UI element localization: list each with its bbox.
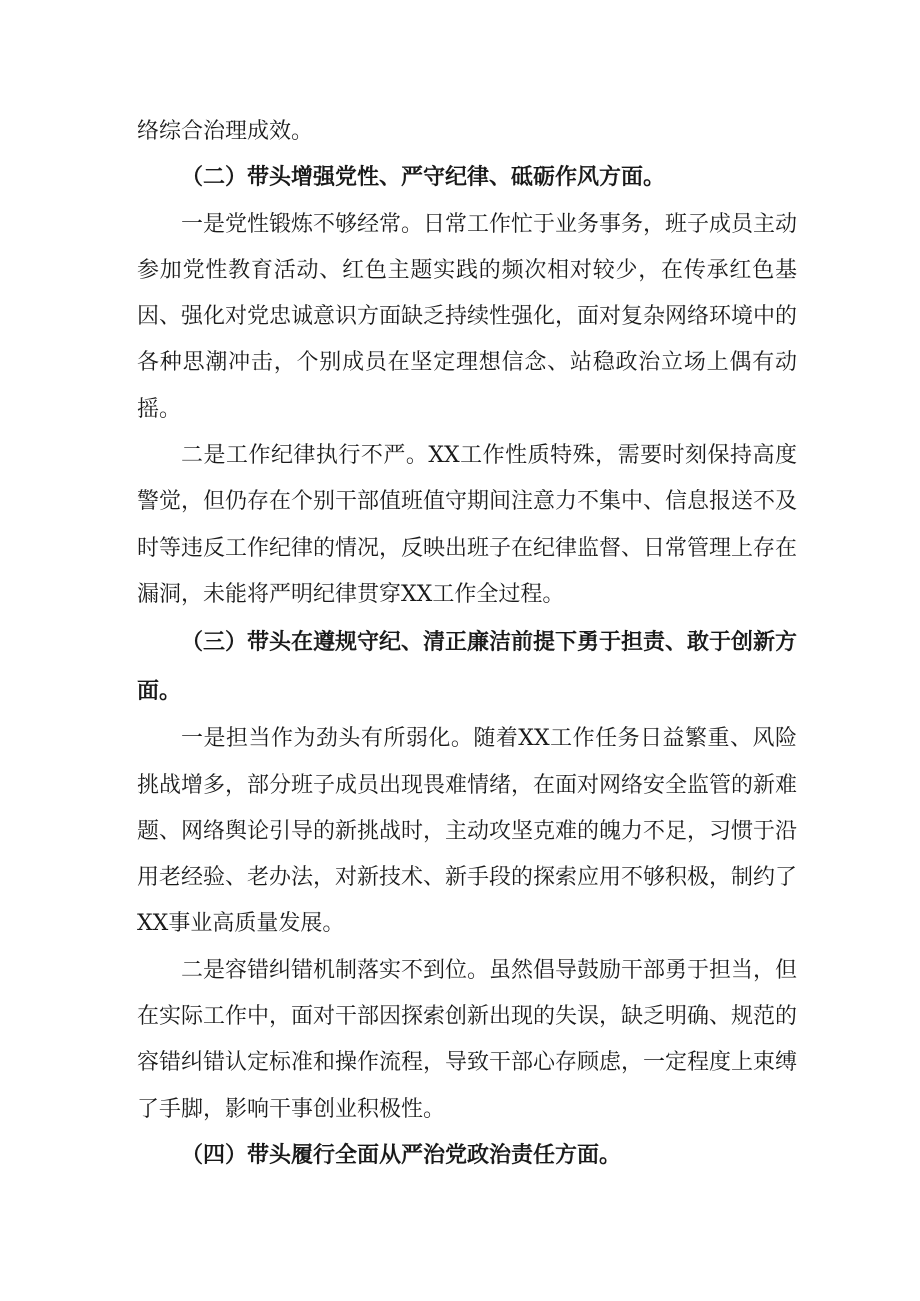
paragraph-continuation: 络综合治理成效。 <box>137 119 314 144</box>
section-heading-3: （三）带头在遵规守纪、清正廉洁前提下勇于担责、敢于创新方面。 <box>137 630 798 705</box>
section-heading-2: （二）带头增强党性、严守纪律、砥砺作风方面。 <box>181 165 666 191</box>
document-body <box>137 109 797 1179</box>
paragraph-error-tolerance: 二是容错纠错机制落实不到位。虽然倡导鼓励干部勇于担当，但在实际工作中，面对干部因探索创新出现的失误，缺乏明确、规范的容错纠错认定标准和操作流程，导致干部心存顾虑，一定程度上束缚了手脚，影响干事创业积极性。 <box>137 957 798 1122</box>
paragraph-party-spirit: 一是党性锻炼不够经常。日常工作忙于业务事务，班子成员主动参加党性教育活动、红色主题实践的频次相对较少，在传承红色基因、强化对党忠诚意识方面缺乏持续性强化，面对复杂网络环境中的各种思潮冲击，个别成员在坚定理想信念、站稳政治立场上偶有动摇。 <box>137 211 798 422</box>
section-heading-4: （四）带头履行全面从严治党政治责任方面。 <box>181 1142 622 1168</box>
paragraph-responsibility: 一是担当作为劲头有所弱化。随着XX工作任务日益繁重、风险挑战增多，部分班子成员出现畏难情绪，在面对网络安全监管的新难题、网络舆论引导的新挑战时，主动攻坚克难的魄力不足，习惯于沿用老经验、老办法，对新技术、新手段的探索应用不够积极，制约了XX事业高质量发展。 <box>137 726 798 937</box>
paragraph-work-discipline: 二是工作纪律执行不严。XX工作性质特殊，需要时刻保持高度警觉，但仍存在个别干部值班值守期间注意力不集中、信息报送不及时等违反工作纪律的情况，反映出班子在纪律监督、日常管理上存在漏洞，未能将严明纪律贯穿XX工作全过程。 <box>137 443 798 607</box>
